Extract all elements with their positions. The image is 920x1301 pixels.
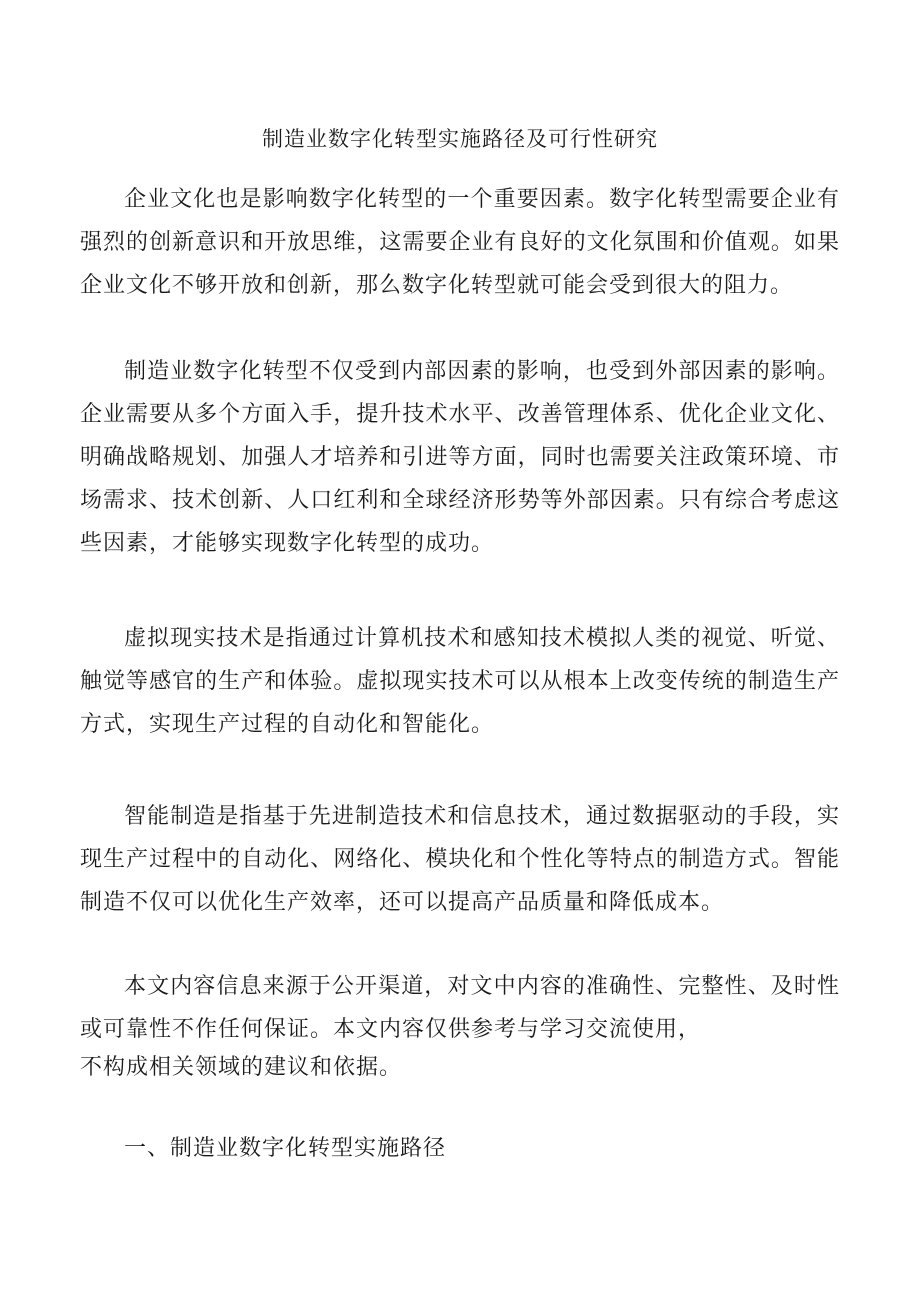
paragraph-corporate-culture: 企业文化也是影响数字化转型的一个重要因素。数字化转型需要企业有强烈的创新意识和开放思维，这需要企业有良好的文化氛围和价值观。如果企业文化不够开放和创新，那么数字化转型就可能会受到很大的阻力。 bbox=[80, 187, 840, 298]
paragraph-virtual-reality: 虚拟现实技术是指通过计算机技术和感知技术模拟人类的视觉、听觉、触觉等感官的生产和体验。虚拟现实技术可以从根本上改变传统的制造生产方式，实现生产过程的自动化和智能化。 bbox=[80, 626, 840, 737]
section-heading: 一、制造业数字化转型实施路径 bbox=[124, 1136, 447, 1161]
disclaimer-line-2: 不构成相关领域的建议和依据。 bbox=[80, 1055, 403, 1080]
paragraph-internal-external-factors: 制造业数字化转型不仅受到内部因素的影响，也受到外部因素的影响。企业需要从多个方面入手，提升技术水平、改善管理体系、优化企业文化、明确战略规划、加强人才培养和引进等方面，同时也需要关注政策环境、市场需求、技术创新、人口红利和全球经济形势等外部因素。只有综合考虑这些因素，才能够实现数字化转型的成功。 bbox=[80, 359, 840, 556]
document-title: 制造业数字化转型实施路径及可行性研究 bbox=[262, 127, 658, 151]
paragraph-smart-manufacturing: 智能制造是指基于先进制造技术和信息技术，通过数据驱动的手段，实现生产过程中的自动化、网络化、模块化和个性化等特点的制造方式。智能制造不仅可以优化生产效率，还可以提高产品质量和降低成本。 bbox=[80, 804, 840, 915]
disclaimer-line-1: 本文内容信息来源于公开渠道，对文中内容的准确性、完整性、及时性或可靠性不作任何保证。本文内容仅供参考与学习交流使用， bbox=[80, 974, 840, 1042]
disclaimer bbox=[80, 965, 840, 1089]
